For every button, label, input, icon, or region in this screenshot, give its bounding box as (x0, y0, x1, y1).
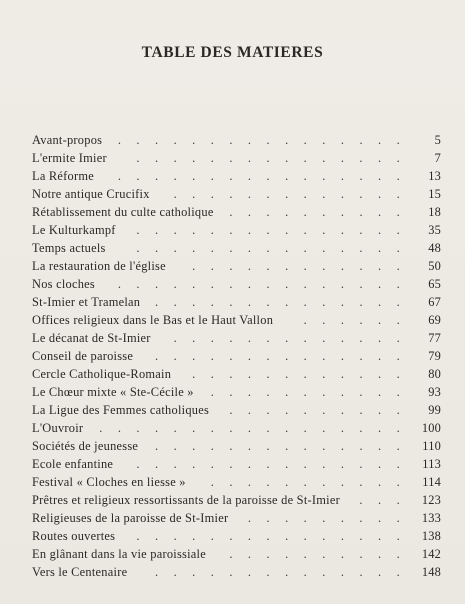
dot-leader: . . . . . . . . . . . . (185, 367, 409, 381)
dot-leader: . . . . . . . . . . . . . . . . (111, 133, 409, 147)
toc-entry-page-number: 142 (421, 547, 441, 561)
dot-leader: . . . . . . . . . (241, 511, 409, 525)
toc-entry (32, 491, 441, 509)
toc-entry-title: En glânant dans la vie paroissiale (32, 547, 207, 561)
dot-leader: . . . . . . . . . . . . . . (148, 565, 409, 579)
toc-entry-page-number: 79 (428, 349, 441, 363)
toc-entry (32, 473, 441, 491)
dot-leader: . . . . . . . . . . (223, 205, 409, 219)
toc-entry (32, 509, 441, 527)
toc-entry-title: St-Imier et Tramelan (32, 295, 141, 309)
toc-entry (32, 383, 441, 401)
toc-entry-page-number: 35 (428, 223, 441, 237)
toc-entry (32, 167, 441, 185)
dot-leader: . . . . . . . . . . (223, 547, 409, 561)
dot-leader: . . . . . . . . . . . . . (167, 187, 409, 201)
toc-entry-title: Ecole enfantine (32, 457, 114, 471)
toc-entry-title: Offices religieux dans le Bas et le Haut Vallon (32, 313, 274, 327)
toc-entry-page-number: 110 (422, 439, 441, 453)
toc-entry-title: Le Kulturkampf (32, 223, 116, 237)
dot-leader: . . . . . . (297, 313, 409, 327)
toc-entry-page-number: 114 (422, 475, 441, 489)
toc-entry (32, 347, 441, 365)
toc-entry-page-number: 100 (421, 421, 441, 435)
toc-entry (32, 527, 441, 545)
dot-leader: . . . . . . . . . . . . . . . (130, 457, 409, 471)
toc-entry-title: Le Chœur mixte « Ste-Cécile » (32, 385, 194, 399)
table-of-contents (32, 131, 441, 581)
dot-leader: . . . . . . . . . . . . . . (148, 349, 409, 363)
toc-entry-title: Sociétés de jeunesse (32, 439, 139, 453)
toc-entry-page-number: 65 (428, 277, 441, 291)
toc-entry-title: Religieuses de la paroisse de St-Imier (32, 511, 229, 525)
dot-leader: . . . . . . . . . . . . . (167, 331, 409, 345)
toc-entry-title: Vers le Centenaire (32, 565, 128, 579)
toc-entry-page-number: 5 (434, 133, 441, 147)
toc-entry-page-number: 123 (421, 493, 441, 507)
toc-entry-title: Cercle Catholique-Romain (32, 367, 172, 381)
toc-entry-title: Le décanat de St-Imier (32, 331, 151, 345)
dot-leader: . . . . . . . . . . . . . . . . (111, 169, 409, 183)
dot-leader: . . . . . . . . . . . . . . . (130, 223, 409, 237)
toc-entry-title: Nos cloches (32, 277, 95, 291)
dot-leader: . . . . . . . . . . . . . . . (130, 151, 409, 165)
toc-entry (32, 131, 441, 149)
toc-entry-title: L'ermite Imier (32, 151, 107, 165)
toc-entry-page-number: 133 (421, 511, 441, 525)
dot-leader: . . . . . . . . . . . . . . (148, 295, 409, 309)
toc-entry-page-number: 138 (421, 529, 441, 543)
toc-entry (32, 437, 441, 455)
toc-entry-page-number: 80 (428, 367, 441, 381)
toc-entry-title: La restauration de l'église (32, 259, 166, 273)
toc-entry-title: La Ligue des Femmes catholiques (32, 403, 210, 417)
toc-entry (32, 311, 441, 329)
toc-entry-title: Conseil de paroisse (32, 349, 134, 363)
toc-entry-title: Notre antique Crucifix (32, 187, 150, 201)
toc-entry (32, 239, 441, 257)
dot-leader: . . . . . . . . . . . . . . (148, 439, 409, 453)
toc-entry-page-number: 69 (428, 313, 441, 327)
toc-entry (32, 149, 441, 167)
dot-leader: . . . . . . . . . . . . . . . (130, 529, 409, 543)
toc-entry-page-number: 93 (428, 385, 441, 399)
dot-leader: . . . . . . . . . . . (204, 475, 409, 489)
toc-entry-page-number: 99 (428, 403, 441, 417)
toc-entry-title: Rétablissement du culte catholique (32, 205, 214, 219)
toc-entry-page-number: 7 (434, 151, 441, 165)
toc-entry-page-number: 48 (428, 241, 441, 255)
page-title: TABLE DES MATIERES (141, 44, 324, 61)
toc-entry (32, 275, 441, 293)
dot-leader: . . . . . . . . . . . . . . . (130, 241, 409, 255)
toc-entry (32, 365, 441, 383)
toc-entry (32, 329, 441, 347)
toc-entry-page-number: 15 (428, 187, 441, 201)
toc-entry (32, 221, 441, 239)
toc-entry (32, 563, 441, 581)
toc-entry-page-number: 148 (421, 565, 441, 579)
toc-entry (32, 455, 441, 473)
toc-entry-title: L'Ouvroir (32, 421, 84, 435)
dot-leader: . . . . . . . . . . . . . . . . (111, 277, 409, 291)
toc-entry-title: Prêtres et religieux ressortissants de la paroisse de St-Imier (32, 493, 340, 507)
dot-leader: . . . (353, 493, 409, 507)
toc-entry-page-number: 50 (428, 259, 441, 273)
toc-entry-title: La Réforme (32, 169, 95, 183)
toc-entry (32, 545, 441, 563)
toc-entry (32, 257, 441, 275)
toc-entry-page-number: 77 (428, 331, 441, 345)
toc-entry (32, 203, 441, 221)
dot-leader: . . . . . . . . . . . (204, 385, 409, 399)
toc-entry-title: Temps actuels (32, 241, 106, 255)
toc-entry (32, 401, 441, 419)
toc-entry-title: Avant-propos (32, 133, 103, 147)
toc-entry-title: Routes ouvertes (32, 529, 116, 543)
toc-entry (32, 185, 441, 203)
dot-leader: . . . . . . . . . . . . (185, 259, 409, 273)
toc-entry-title: Festival « Cloches en liesse » (32, 475, 186, 489)
dot-leader: . . . . . . . . . . . . . . . . . (93, 421, 409, 435)
toc-entry (32, 419, 441, 437)
toc-entry (32, 293, 441, 311)
toc-entry-page-number: 18 (428, 205, 441, 219)
toc-entry-page-number: 113 (422, 457, 441, 471)
toc-entry-page-number: 13 (428, 169, 441, 183)
toc-entry-page-number: 67 (428, 295, 441, 309)
dot-leader: . . . . . . . . . . (223, 403, 409, 417)
